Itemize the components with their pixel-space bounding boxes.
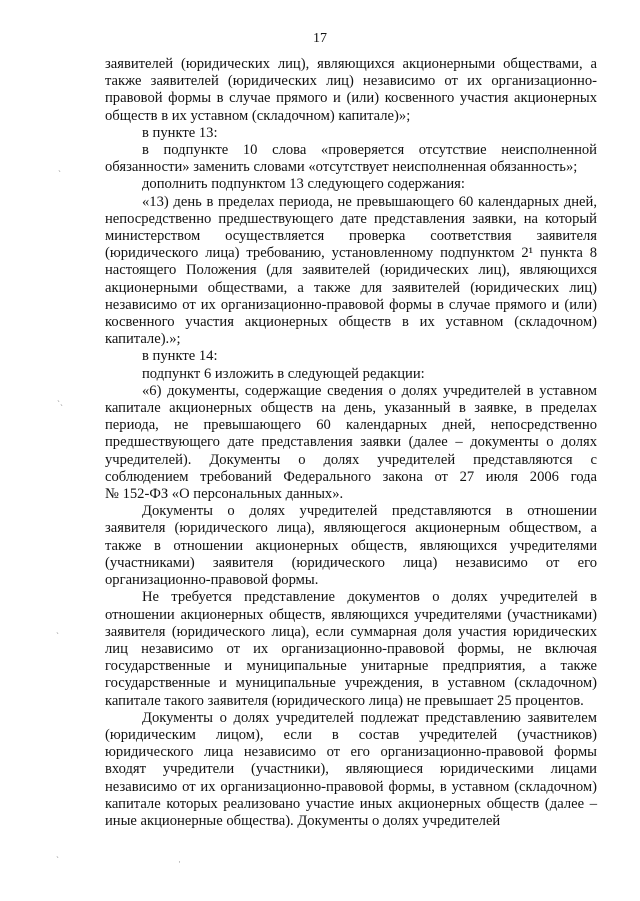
text-line: соблюдением требований Федерального закона от 27 июля 2006 года	[105, 468, 597, 485]
text-line: государственные и муниципальные учреждения, в уставном (складочном)	[105, 675, 597, 692]
text-line: Документы о долях учредителей представляются в отношении	[142, 503, 597, 520]
text-line: независимо от их организационно-правовой формы, в уставном (складочном)	[105, 778, 597, 795]
margin-mark: ˋ	[58, 169, 61, 179]
text-line: № 152-ФЗ «О персональных данных».	[105, 486, 344, 503]
text-line: (юридического лица) требованию, установленному подпунктом 2¹ пункта 8	[105, 245, 597, 262]
text-line: капитале такого заявителя (юридического лица) не превышает 25 процентов.	[105, 692, 584, 709]
text-line: организационно-правовой формы.	[105, 572, 319, 589]
text-line: также заявителей (юридических лиц) независимо от их организационно-	[105, 73, 597, 90]
text-line: предшествующего дате представления заявки (далее – документы о долях	[105, 434, 597, 451]
text-line: косвенного участия акционерных обществ в их уставном (складочном)	[105, 314, 597, 331]
text-line: заявителей (юридических лиц), являющихся акционерными обществами, а	[105, 56, 597, 72]
text-line: заявителя (юридического лица), являющегося акционерным обществом, а	[105, 520, 597, 537]
text-line: периода, не превышающего 60 календарных дней, непосредственно	[105, 417, 597, 434]
text-line: лиц независимо от их организационно-правовой формы, не включая	[105, 640, 597, 657]
text-line: отношении акционерных обществ, являющихся учредителями (участниками)	[105, 606, 597, 623]
text-line: (участниками) заявителя (юридического лица) независимо от его	[105, 554, 597, 571]
text-line: заявителя (юридического лица), если суммарная доля участия юридических	[105, 623, 597, 640]
page-number: 17	[313, 31, 327, 46]
text-line: (юридическим лицом), если в состав учредителей (участников)	[105, 726, 597, 743]
margin-mark: ˋ˴	[57, 399, 63, 409]
text-line: дополнить подпунктом 13 следующего содержания:	[142, 176, 465, 193]
text-line: «6) документы, содержащие сведения о долях учредителей в уставном	[142, 382, 597, 399]
text-line: в пункте 14:	[142, 348, 218, 365]
margin-mark: ˴	[56, 851, 59, 861]
text-line: иные акционерные общества). Документы о долях учредителей	[105, 812, 501, 829]
margin-mark: ·	[178, 857, 181, 867]
text-line: в пункте 13:	[142, 124, 218, 141]
text-line: обществ в их уставном (складочном) капитале)»;	[105, 107, 411, 124]
text-line: учредителей). Документы о долях учредителей представляются с	[105, 451, 597, 468]
text-line: «13) день в пределах периода, не превышающего 60 календарных дней,	[142, 193, 597, 210]
text-line: акционерными обществами, а также для заявителей (юридических лиц)	[105, 279, 597, 296]
margin-mark: ˴	[56, 627, 59, 637]
text-line: правовой формы в случае прямого и (или) косвенного участия акционерных	[105, 90, 597, 107]
text-line: подпункт 6 изложить в следующей редакции:	[142, 365, 425, 382]
text-line: государственные и муниципальные унитарные предприятия, а также	[105, 658, 597, 675]
text-line: капитале акционерных обществ на день, указанный в заявке, в пределах	[105, 400, 597, 417]
text-line: входят учредители (участники), являющиеся юридическими лицами	[105, 761, 597, 778]
text-line: в подпункте 10 слова «проверяется отсутствие неисполненной	[142, 142, 597, 159]
text-line: непосредственно предшествующего дате представления заявки, на который	[105, 210, 597, 227]
text-line: также в отношении акционерных обществ, являющихся учредителями	[105, 537, 597, 554]
text-line: настоящего Положения (для заявителей (юридических лиц), являющихся	[105, 262, 597, 279]
text-line: Не требуется представление документов о долях учредителей в	[142, 589, 597, 606]
text-line: капитале которых реализовано участие иных акционерных обществ (далее –	[105, 795, 597, 812]
text-line: юридического лица независимо от его организационно-правовой формы	[105, 744, 597, 761]
document-body	[105, 56, 597, 830]
text-line: капитале).»;	[105, 331, 181, 348]
text-line: независимо от их организационно-правовой формы в случае прямого и (или)	[105, 296, 597, 313]
text-line: Документы о долях учредителей подлежат представлению заявителем	[142, 709, 597, 726]
text-line: министерством осуществляется проверка соответствия заявителя	[105, 228, 597, 245]
text-line: обязанности» заменить словами «отсутствует неисполненная обязанность»;	[105, 159, 578, 176]
